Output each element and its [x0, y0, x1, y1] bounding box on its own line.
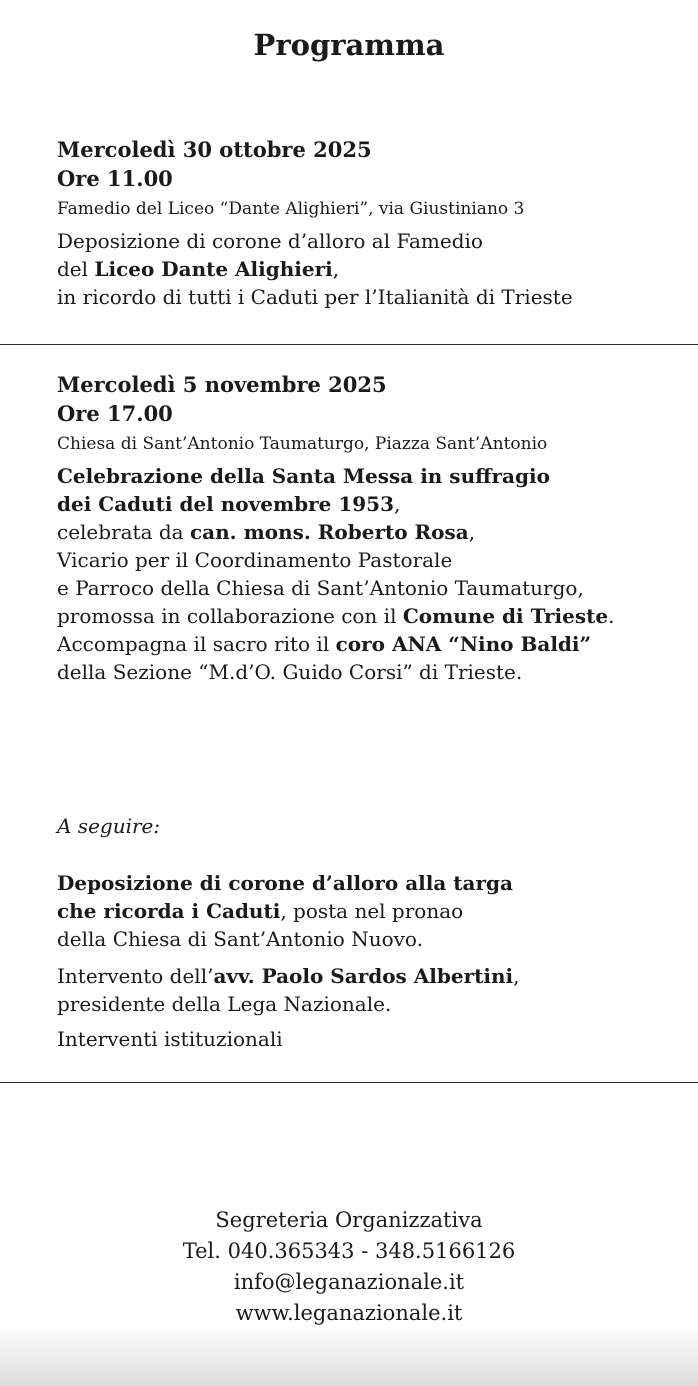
event-1-venue: Famedio del Liceo “Dante Alighieri”, via Giustiniano 3 — [57, 199, 525, 219]
event-2-time: Ore 17.00 — [57, 401, 173, 426]
event-2-venue: Chiesa di Sant’Antonio Taumaturgo, Piazza Sant’Antonio — [57, 434, 548, 454]
event-2 — [57, 370, 677, 686]
follow-paragraph-3: Interventi istituzionali — [57, 1027, 283, 1051]
contact-footer — [0, 1205, 698, 1329]
follow-paragraph-1: Deposizione di corone d’alloro alla targa che ricorda i Caduti, posta nel pronao della Chiesa di Sant’Antonio Nuovo. — [57, 871, 513, 951]
footer-website[interactable]: www.leganazionale.it — [235, 1301, 463, 1325]
follow-paragraph-2: Intervento dell’avv. Paolo Sardos Albertini, presidente della Lega Nazionale. — [57, 964, 520, 1016]
event-2-description: Celebrazione della Santa Messa in suffragio dei Caduti del novembre 1953, celebrata da can. mons. Roberto Rosa, Vicario per il Coordinamento Pastorale e Parroco della Chiesa di Sant’Antonio Taumaturgo, promossa in collaborazione con il Comune di Trieste. Accompagna il sacro rito il coro ANA “Nino Baldi” della Sezione “M.d’O. Guido Corsi” di Trieste. — [57, 464, 615, 684]
divider — [0, 1082, 698, 1083]
event-1 — [57, 135, 677, 311]
event-1-time: Ore 11.00 — [57, 166, 173, 191]
footer-phone[interactable]: Tel. 040.365343 - 348.5166126 — [182, 1239, 516, 1263]
divider — [0, 344, 698, 345]
event-2-date: Mercoledì 5 novembre 2025 — [57, 372, 387, 397]
footer-email[interactable]: info@leganazionale.it — [233, 1270, 465, 1294]
bottom-shadow — [0, 1326, 698, 1386]
event-1-date: Mercoledì 30 ottobre 2025 — [57, 137, 372, 162]
footer-heading: Segreteria Organizzativa — [215, 1208, 483, 1232]
page-title: Programma — [253, 28, 445, 62]
follow-label: A seguire: — [57, 814, 161, 838]
event-1-description: Deposizione di corone d’alloro al Famedio del Liceo Dante Alighieri, in ricordo di tutti i Caduti per l’Italianità di Trieste — [57, 229, 573, 309]
